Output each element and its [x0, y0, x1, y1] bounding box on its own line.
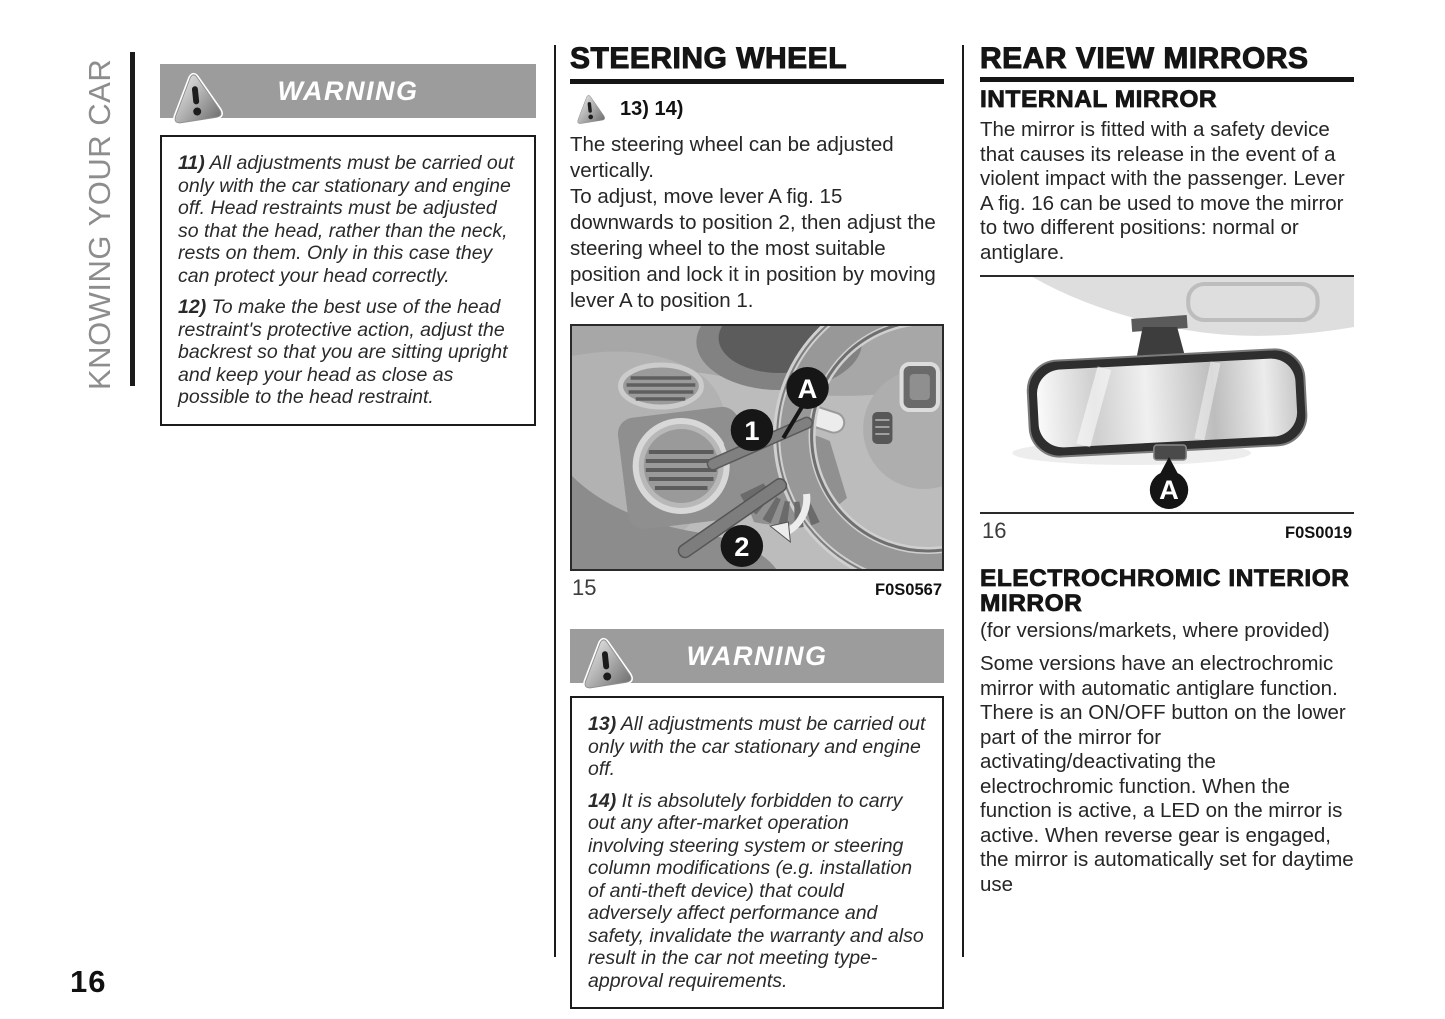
- fig16-label-A: A: [1159, 474, 1179, 505]
- warning-title: WARNING: [277, 75, 419, 106]
- column-left: [160, 64, 536, 426]
- warning-triangle-icon: [167, 67, 225, 129]
- page-number: 16: [70, 964, 107, 999]
- note-14-number: 14): [588, 789, 617, 812]
- steering-paragraph-line-2: To adjust, move lever A fig. 15 downwards to position 2, then adjust the steering wheel to the most suitable position and lock it in position by moving lever A to position 1.: [570, 185, 936, 312]
- fig15-label-1: 1: [744, 415, 760, 446]
- note-13-text: All adjustments must be carried out only with the car stationary and engine off.: [588, 713, 926, 780]
- fig15-label-A: A: [797, 373, 818, 404]
- figure-16-number: 16: [982, 518, 1007, 543]
- column-divider-1: [554, 45, 556, 957]
- note-11: [178, 152, 520, 287]
- warning-header: [570, 629, 944, 683]
- column-right: [980, 44, 1354, 897]
- column-middle: [570, 44, 944, 1009]
- figure-15-steering-column-illustration: [570, 324, 944, 571]
- note-12: [178, 296, 520, 409]
- internal-mirror-drawing: [980, 277, 1354, 512]
- figure-16-caption: [980, 518, 1354, 544]
- warning-title: WARNING: [686, 640, 828, 671]
- section-title-steering-wheel: STEERING WHEEL: [570, 44, 944, 84]
- availability-note: (for versions/markets, where provided): [980, 619, 1330, 642]
- steering-paragraph-line-1: The steering wheel can be adjusted vertically.: [570, 133, 894, 182]
- steering-column-drawing: [572, 326, 942, 569]
- note-11-text: All adjustments must be carried out only with the car stationary and engine off. Head restraints must be adjusted so that the head, rather than the neck, rests on them. Only in this case they can protect your head correctly.: [178, 152, 514, 287]
- column-divider-2: [962, 45, 964, 957]
- warning-notes-box: [160, 135, 536, 426]
- note-13: [588, 713, 928, 781]
- figure-16-code: F0S0019: [1285, 524, 1352, 542]
- note-13-number: 13): [588, 713, 617, 735]
- subsection-electrochromic-mirror: ELECTROCHROMIC INTERIOR MIRROR: [980, 565, 1350, 617]
- section-vertical-label: KNOWING YOUR CAR: [82, 58, 117, 390]
- section-title-rear-view-mirrors: REAR VIEW MIRRORS: [980, 44, 1354, 82]
- note-11-number: 11): [178, 152, 205, 174]
- warning-reference-row: [570, 92, 944, 126]
- fig15-label-2: 2: [734, 531, 750, 562]
- note-14-text: It is absolutely forbidden to carry out any after-market operation involving steering system or steering column modifications (e.g. installation of anti-theft device) that could adversely affect performance and safety, invalidate the warranty and also result in the car not meeting type-approval requirements.: [588, 789, 924, 992]
- warning-header: [160, 64, 536, 118]
- note-12-number: 12): [178, 296, 207, 318]
- internal-mirror-paragraph: [980, 118, 1354, 265]
- figure-15-code: F0S0567: [875, 581, 942, 599]
- warning-reference-numbers: 13) 14): [620, 97, 684, 120]
- subsection-internal-mirror: INTERNAL MIRROR: [980, 86, 1218, 113]
- figure-16-internal-mirror-illustration: [980, 275, 1354, 514]
- note-12-text: To make the best use of the head restraint's protective action, adjust the backrest so that you are sitting upright and keep your head as close as possible to the head restraint.: [178, 296, 508, 408]
- warning-notes-box: [570, 696, 944, 1009]
- steering-paragraph: [570, 132, 944, 314]
- note-14: [588, 790, 928, 993]
- figure-15-number: 15: [572, 575, 597, 600]
- electrochromic-text: Some versions have an electrochromic mirror with automatic antiglare function. There is an ON/OFF button on the lower part of the mirror for activating/deactivating the electrochromic function. When the function is active, a LED on the mirror is active. When reverse gear is engaged, the mirror is automatically set for daytime use: [980, 652, 1354, 896]
- figure-15-caption: [570, 575, 944, 601]
- internal-mirror-text: The mirror is fitted with a safety device that causes its release in the event of a violent impact with the passenger. Lever A fig. 16 can be used to move the mirror to two different positions: normal or antiglare.: [980, 118, 1345, 264]
- electrochromic-paragraph: [980, 652, 1354, 897]
- warning-triangle-icon: [570, 92, 610, 126]
- sidebar-divider-rule: [130, 52, 135, 386]
- warning-triangle-icon: [577, 632, 635, 694]
